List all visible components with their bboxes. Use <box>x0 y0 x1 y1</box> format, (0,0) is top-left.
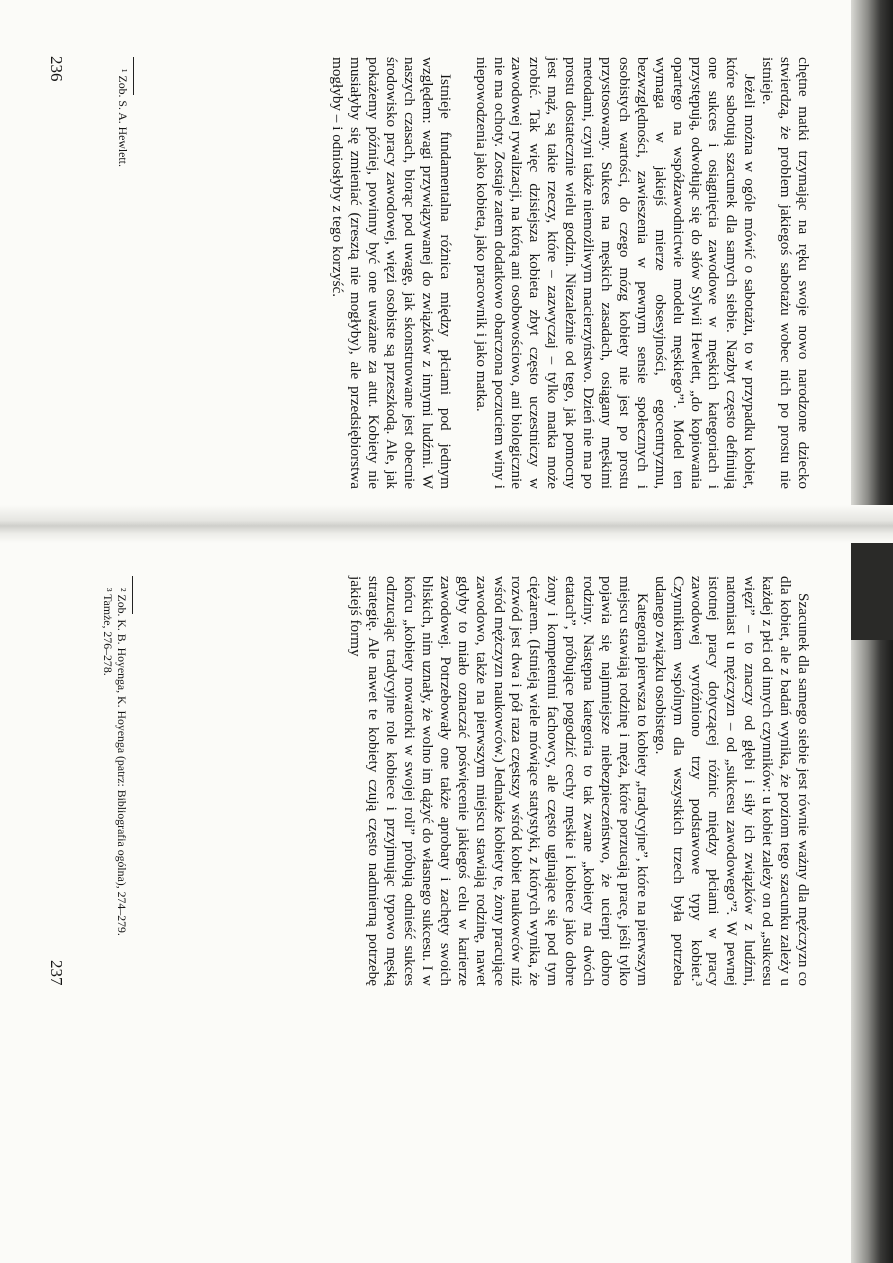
footnote-rule <box>132 576 133 614</box>
page-number-236: 236 <box>47 56 66 82</box>
footnote: ² Zob. K. B. Hoyenga, K. Hoyenga (patrz: Bibliografia ogólna), 274–279. <box>115 588 129 936</box>
paragraph: chętne matki trzymając na ręku swoje nowo narodzone dziecko stwierdzą, że problem jakiegoś sabotażu wobec nich po prostu nie istnieje. <box>759 57 812 489</box>
paragraph: Kategoria pierwsza to kobiety „tradycyjne”, które na pierwszym miejscu stawiają rodzinę i męża, które porzucają pracę, jeśli tylko pojawia się najmniejsze niebezpieczeństwo, że ucierpi dobro rodziny. Następna kategoria to tak zwane „kobiety na dwóch etatach”, próbujące pogodzić cechy męskie i kobiece jako dobre żony i kompetentni fachowcy, ale często uginające się pod tym ciężarem. (Istnieją wiele mówiące statystyki, z których wynika, że rozwód jest dwa i pół raza częstszy wśród kobiet naukowców niż wśród mężczyzn naukowców.) Jednakże kobiety te, żony pracujące zawodowo, także na pierwszym miejscu stawiają rodzinę, nawet gdyby to miało oznaczać poświęcenie jakiegoś celu w karierze zawodowej. Potrzebowały one także aprobaty i zachęty swoich bliskich, nim uznały, że wolno im dążyć do własnego sukcesu. I w końcu „kobiety nowatorki w swojej roli” próbują odnieść sukces odrzucając tradycyjne role kobiece i przyjmując typowo męską strategię. Ale nawet te kobiety czują często nadmierną potrzebę jakiejś formy <box>347 576 651 986</box>
page-236-footnotes <box>116 57 134 489</box>
page-237-footnotes <box>101 576 133 986</box>
footnote: ¹ Zob. S. A. Hewlett. <box>116 69 130 167</box>
paragraph: Jeżeli można w ogóle mówić o sabotażu, to w przypadku kobiet, które sabotują szacunek dla samych siebie. Nazbyt często definiują one sukces i osiągnięcia zawodowe w męskich kategoriach i przystępują, odwołując się do słów Sylwii Hewlett, „do kopiowania opartego na współzawodnictwie modelu męskiego”¹. Model ten wymaga w jakiejś mierze obsesyjności, egocentryzmu, bezwzględności, zawieszenia w pewnym sensie społecznych i osobistych wartości, do czego mózg kobiety nie jest po prostu przystosowany. Sukces na męskich zasadach, osiągany męskimi metodami, czyni także niemożliwym macierzyństwo. Dzień nie ma po prostu dostatecznie wielu godzin. Niezależnie od tego, jak pomocny jest mąż, są takie rzeczy, które – zazwyczaj – tylko matka może zrobić. Tak więc dzisiejsza kobieta zbyt często uczestniczy w zawodowej rywalizacji, na którą ani osobowościowo, ani biologicznie nie ma ochoty. Zostaje zatem dodatkowo obarczona poczuciem winy i niepowodzenia jako kobieta, jako pracownik i jako matka. <box>472 57 759 489</box>
page-number-237: 237 <box>47 960 66 986</box>
footnote-rule <box>133 57 134 95</box>
paragraph: Istnieje fundamentalna różnica między płciami pod jednym względem: wagi przywiązywanej do związków z innymi ludźmi. W naszych czasach, biorąc pod uwagę, jak skonstruowane jest obecnie środowisko pracy zawodowej, więzi osobiste są przeszkodą. Ale, jak pokażemy później, powinny być one uważane za atut. Kobiety nie musiałyby się zmieniać (zresztą nie mogłyby), ale przedsiębiorstwa mogłyby – i odniosłyby z tego korzyść. <box>329 57 454 489</box>
page-236-body <box>328 57 812 489</box>
footnote: ³ Tamże, 276–278. <box>101 588 115 676</box>
page-237-body <box>346 576 812 986</box>
paragraph: Szacunek dla samego siebie jest równie ważny dla mężczyzn co dla kobiet, ale z badań wynika, że poziom tego szacunku zależy u każdej z płci od innych czynników: u kobiet zależy on od „sukcesu więzi” – to znaczy od głębi i siły ich związków z ludźmi, natomiast u mężczyzn – od „sukcesu zawodowego”². W pewnej istotnej pracy dotyczącej różnic między płciami w pracy zawodowej wyróżniono trzy podstawowe typy kobiet.³ Czynnikiem wspólnym dla wszystkich trzech była potrzeba udanego związku osobistego. <box>651 576 812 986</box>
book-spine-gutter <box>0 505 893 543</box>
